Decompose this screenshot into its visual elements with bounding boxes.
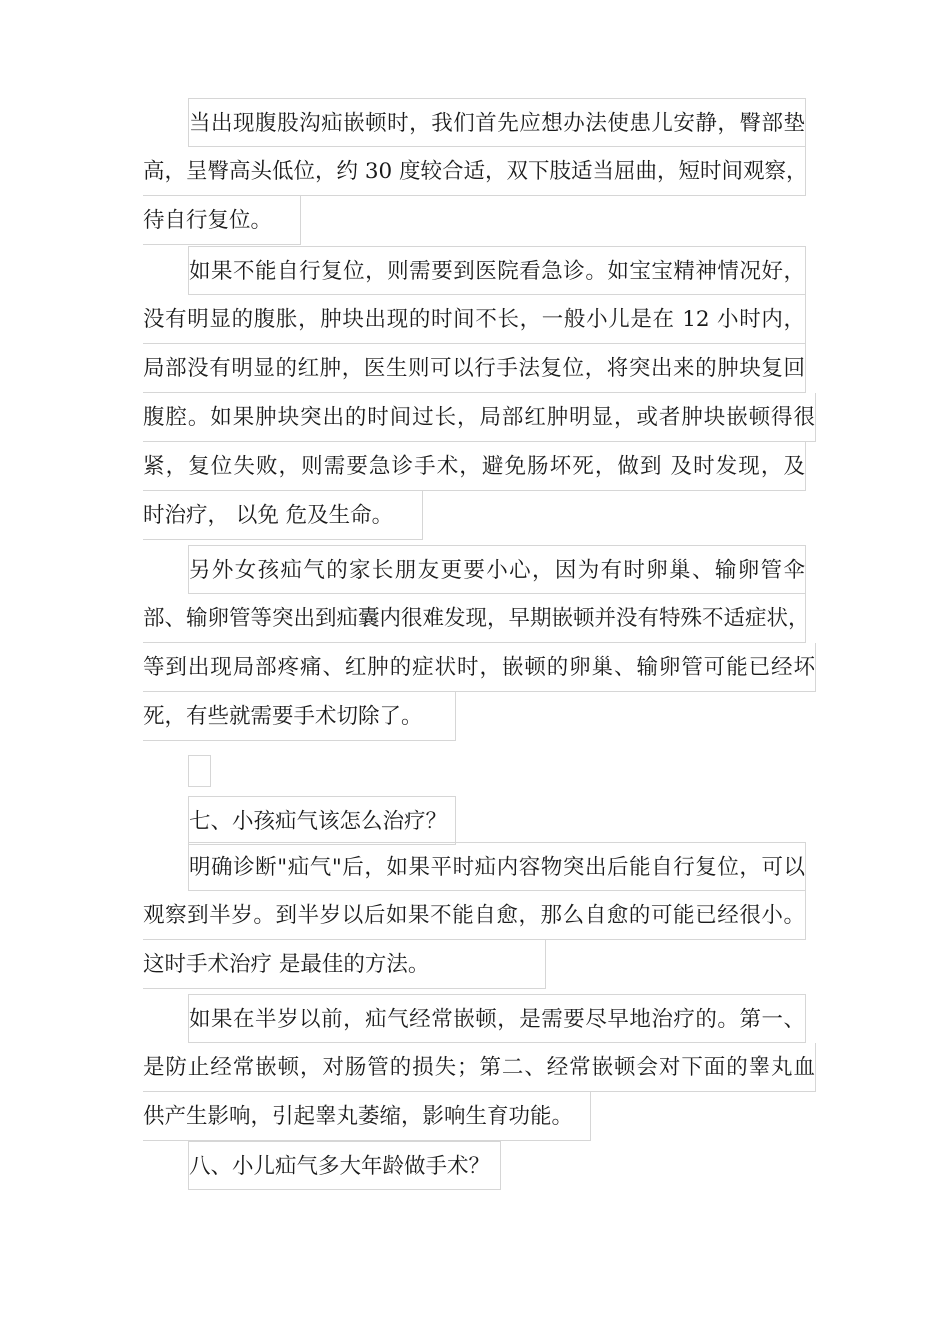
empty-text-box — [188, 755, 211, 787]
paragraph-1-line-2: 高，呈臀高头低位，约 30 度较合适，双下肢适当屈曲，短时间观察， — [143, 147, 806, 196]
paragraph-2-line-3: 局部没有明显的红肿，医生则可以行手法复位，将突出来的肿块复回 — [143, 344, 806, 393]
paragraph-6-line-1: 如果在半岁以前，疝气经常嵌顿，是需要尽早地治疗的。第一、 — [188, 994, 806, 1043]
paragraph-2-line-6: 时治疗， 以免 危及生命。 — [143, 491, 423, 540]
section-heading-8: 八、小儿疝气多大年龄做手术？ — [188, 1141, 501, 1190]
paragraph-1-line-1: 当出现腹股沟疝嵌顿时，我们首先应想办法使患儿安静，臀部垫 — [188, 98, 806, 147]
paragraph-5-line-2: 观察到半岁。到半岁以后如果不能自愈，那么自愈的可能已经很小。 — [143, 891, 806, 940]
section-heading-7: 七、小孩疝气该怎么治疗？ — [188, 796, 456, 845]
paragraph-6-line-2: 是防止经常嵌顿，对肠管的损失；第二、经常嵌顿会对下面的睾丸血 — [143, 1043, 816, 1092]
paragraph-3-line-1: 另外女孩疝气的家长朋友更要小心，因为有时卵巢、输卵管伞 — [188, 545, 806, 594]
paragraph-2-line-5: 紧，复位失败，则需要急诊手术，避免肠坏死，做到 及时发现，及 — [143, 442, 806, 491]
paragraph-5-line-1: 明确诊断"疝气"后，如果平时疝内容物突出后能自行复位，可以 — [188, 842, 806, 891]
paragraph-2-line-1: 如果不能自行复位，则需要到医院看急诊。如宝宝精神情况好， — [188, 246, 806, 295]
paragraph-5-line-3: 这时手术治疗 是最佳的方法。 — [143, 940, 546, 989]
paragraph-2-line-4: 腹腔。如果肿块突出的时间过长，局部红肿明显，或者肿块嵌顿得很 — [143, 393, 816, 442]
paragraph-3-line-4: 死，有些就需要手术切除了。 — [143, 692, 456, 741]
paragraph-3-line-2: 部、输卵管等突出到疝囊内很难发现，早期嵌顿并没有特殊不适症状， — [143, 594, 806, 643]
paragraph-3-line-3: 等到出现局部疼痛、红肿的症状时，嵌顿的卵巢、输卵管可能已经坏 — [143, 643, 816, 692]
paragraph-1-line-3: 待自行复位。 — [143, 196, 301, 245]
paragraph-6-line-3: 供产生影响，引起睾丸萎缩，影响生育功能。 — [143, 1092, 591, 1141]
paragraph-2-line-2: 没有明显的腹胀，肿块出现的时间不长，一般小儿是在 12 小时内， — [143, 295, 806, 344]
